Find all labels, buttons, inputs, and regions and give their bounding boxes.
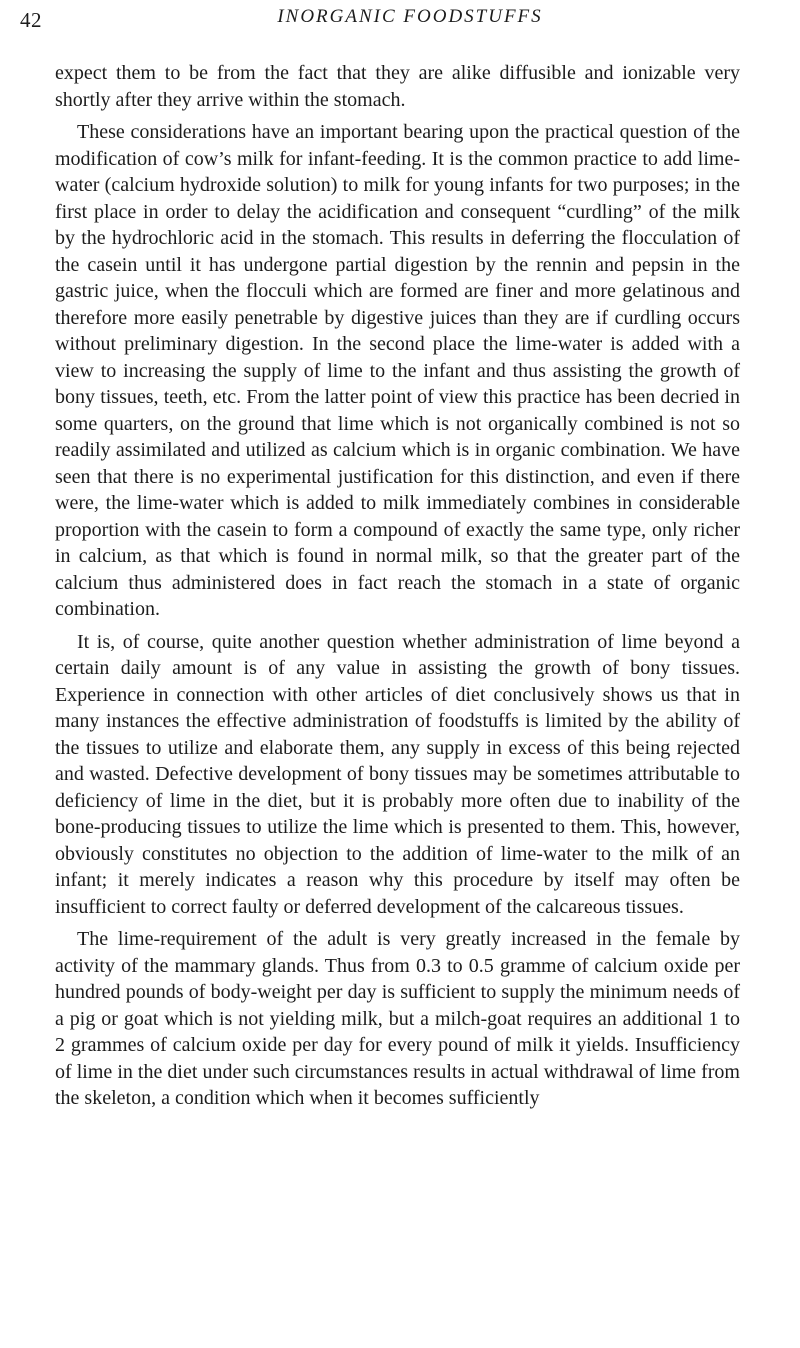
paragraph-lime-water-infant-feeding: These considerations have an important bearing upon the practical question of the modification of cow’s milk for infant-feeding. It is the common practice to add lime-water (calcium hydroxide solution) to milk for young infants for two purposes; in the first place in order to delay the acidification and consequent “curdling” of the milk by the hydrochloric acid in the stomach. This results in deferring the flocculation of the casein until it has undergone partial digestion by the rennin and pepsin in the gastric juice, when the flocculi which are formed are finer and more gelatinous and therefore more easily penetrable by digestive juices than they are if curdling occurs without preliminary digestion. In the second place the lime-water is added with a view to increasing the supply of lime to the infant and thus assisting the growth of bony tissues, teeth, etc. From the latter point of view this practice has been decried in some quarters, on the ground that lime which is not organically combined is not so readily assimilated and utilized as calcium which is in organic combination. We have seen that there is no experimental justification for this distinction, and even if there were, the lime-water which is added to milk immediately combines in considerable proportion with the casein to form a compound of exactly the same type, only richer in calcium, as that which is found in normal milk, so that the greater part of the calcium thus administered does in fact reach the stomach in a state of organic combination. xyxy=(55,121,740,620)
body-text xyxy=(55,60,740,1118)
paragraph-continuation: expect them to be from the fact that they are alike diffusible and ionizable very shortly after they arrive within the stomach. xyxy=(55,62,740,111)
page-number: 42 xyxy=(20,8,42,32)
paragraph-lime-requirement-adult: The lime-requirement of the adult is very greatly increased in the female by activity of the mammary glands. Thus from 0.3 to 0.5 gramme of calcium oxide per hundred pounds of body-weight per day is sufficient to supply the minimum needs of a pig or goat which is not yielding milk, but a milch-goat requires an additional 1 to 2 grammes of calcium oxide per day for every pound of milk it yields. Insufficiency of lime in the diet under such circumstances results in actual withdrawal of lime from the skeleton, a condition which when it becomes sufficiently xyxy=(55,928,740,1109)
running-head: INORGANIC FOODSTUFFS xyxy=(277,6,543,27)
paragraph-bony-tissue-growth: It is, of course, quite another question whether administration of lime beyond a certain daily amount is of any value in assisting the growth of bony tissues. Experience in connection with other articles of diet conclusively shows us that in many instances the effective administration of foodstuffs is limited by the ability of the tissues to utilize and elaborate them, any supply in excess of this being rejected and wasted. Defective development of bony tissues may be sometimes attributable to deficiency of lime in the diet, but it is probably more often due to inability of the bone-producing tissues to utilize the lime which is presented to them. This, however, obviously constitutes no objection to the addition of lime-water to the milk of an infant; it merely indicates a reason why this procedure by itself may often be insufficient to correct faulty or deferred development of the calcareous tissues. xyxy=(55,630,740,918)
